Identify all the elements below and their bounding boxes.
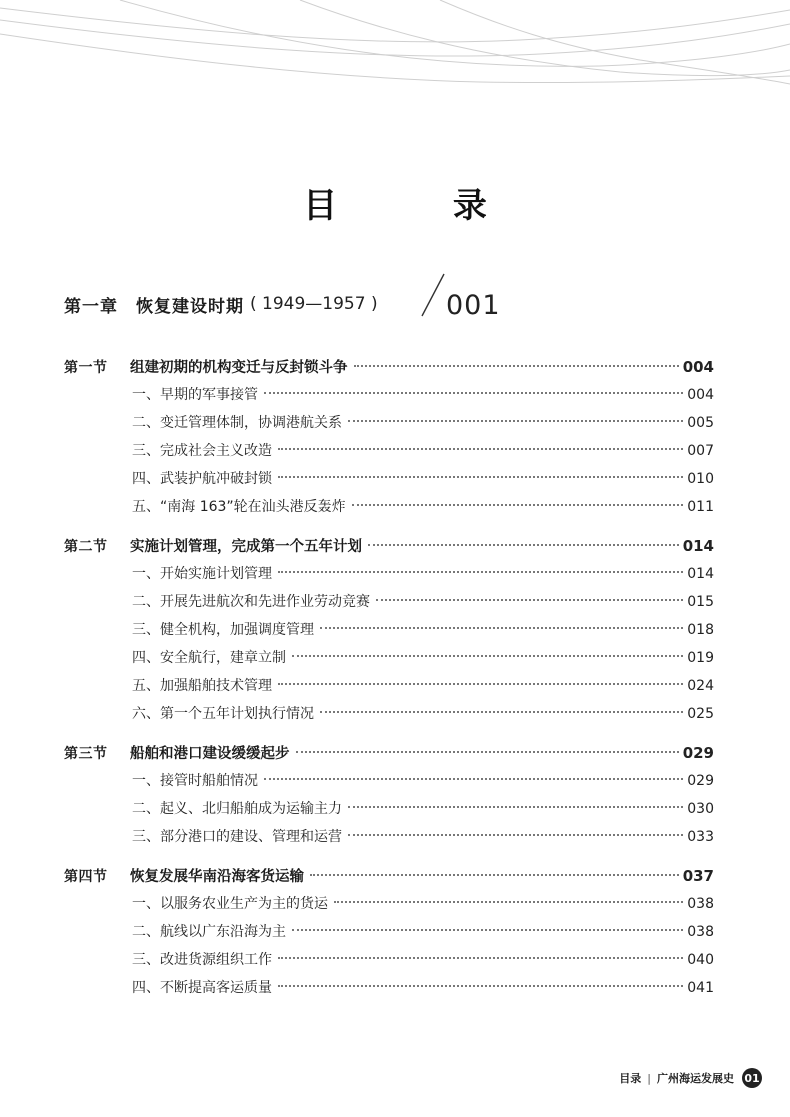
chapter-title: 恢复建设时期 (136, 296, 244, 317)
page-footer (619, 1068, 762, 1088)
dot-leader (292, 655, 683, 657)
dot-leader (278, 985, 683, 987)
section-page-number: 014 (682, 537, 714, 555)
toc-subsection-entry[interactable] (64, 700, 714, 728)
subsection-title: 六、第一个五年计划执行情况 (132, 706, 314, 722)
subsection-title: 四、武装护航冲破封锁 (132, 471, 272, 487)
toc-section (64, 353, 714, 521)
subsection-page-number: 025 (687, 706, 714, 722)
subsection-page-number: 029 (687, 773, 714, 789)
subsection-page-number: 041 (687, 980, 714, 996)
subsection-title: 五、加强船舶技术管理 (132, 678, 272, 694)
subsection-page-number: 018 (687, 622, 714, 638)
subsection-title: 一、以服务农业生产为主的货运 (132, 896, 328, 912)
footer-section: 目录 (619, 1072, 642, 1085)
subsection-title: 一、早期的军事接管 (132, 387, 258, 403)
subsection-title: 三、部分港口的建设、管理和运营 (132, 829, 342, 845)
dot-leader (348, 806, 683, 808)
subsection-page-number: 005 (687, 415, 714, 431)
section-page-number: 004 (682, 358, 714, 376)
toc-subsection-entry[interactable] (64, 946, 714, 974)
dot-leader (352, 504, 684, 506)
dot-leader (376, 599, 683, 601)
toc-subsection-entry[interactable] (64, 823, 714, 851)
section-title: 组建初期的机构变迁与反封锁斗争 (130, 360, 348, 376)
dot-leader (334, 901, 683, 903)
page-title: 目 录 (303, 186, 539, 226)
subsection-page-number: 019 (687, 650, 714, 666)
subsection-title: 三、改进货源组织工作 (132, 952, 272, 968)
toc-section-entry[interactable] (64, 532, 714, 560)
section-label: 第二节 (64, 539, 108, 555)
toc-subsection-entry[interactable] (64, 644, 714, 672)
dot-leader (296, 751, 679, 753)
dot-leader (320, 627, 683, 629)
dot-leader (278, 476, 683, 478)
section-page-number: 029 (682, 744, 714, 762)
subsection-title: 二、航线以广东沿海为主 (132, 924, 286, 940)
subsection-title: 一、接管时船舶情况 (132, 773, 258, 789)
decorative-wave-lines (0, 0, 790, 120)
subsection-title: 三、健全机构，加强调度管理 (132, 622, 314, 638)
dot-leader (264, 392, 683, 394)
subsection-page-number: 004 (687, 387, 714, 403)
dot-leader (320, 711, 683, 713)
section-label: 第一节 (64, 360, 108, 376)
section-title: 船舶和港口建设缓缓起步 (130, 746, 290, 762)
subsection-title: 三、完成社会主义改造 (132, 443, 272, 459)
chapter-page-number: 001 (446, 290, 501, 321)
toc-section-entry[interactable] (64, 353, 714, 381)
toc-subsection-entry[interactable] (64, 672, 714, 700)
footer-book-title: 广州海运发展史 (657, 1072, 734, 1085)
toc-subsection-entry[interactable] (64, 890, 714, 918)
toc-subsection-entry[interactable] (64, 560, 714, 588)
table-of-contents (64, 353, 714, 1002)
dot-leader (348, 834, 683, 836)
toc-subsection-entry[interactable] (64, 381, 714, 409)
toc-subsection-entry[interactable] (64, 767, 714, 795)
dot-leader (368, 544, 679, 546)
subsection-page-number: 038 (687, 924, 714, 940)
dot-leader (278, 683, 683, 685)
subsection-page-number: 033 (687, 829, 714, 845)
section-page-number: 037 (682, 867, 714, 885)
subsection-page-number: 015 (687, 594, 714, 610)
subsection-title: 二、开展先进航次和先进作业劳动竞赛 (132, 594, 370, 610)
section-title: 实施计划管理，完成第一个五年计划 (130, 539, 362, 555)
subsection-title: 一、开始实施计划管理 (132, 566, 272, 582)
toc-subsection-entry[interactable] (64, 493, 714, 521)
dot-leader (348, 420, 683, 422)
subsection-page-number: 024 (687, 678, 714, 694)
toc-subsection-entry[interactable] (64, 465, 714, 493)
subsection-title: 四、安全航行，建章立制 (132, 650, 286, 666)
section-title: 恢复发展华南沿海客货运输 (130, 869, 304, 885)
toc-section (64, 532, 714, 728)
toc-subsection-entry[interactable] (64, 588, 714, 616)
section-label: 第四节 (64, 869, 108, 885)
footer-separator: | (647, 1071, 651, 1085)
dot-leader (354, 365, 679, 367)
footer-page-number: 01 (742, 1068, 762, 1088)
dot-leader (264, 778, 683, 780)
dot-leader (278, 957, 683, 959)
subsection-title: 二、起义、北归船舶成为运输主力 (132, 801, 342, 817)
toc-subsection-entry[interactable] (64, 437, 714, 465)
subsection-page-number: 038 (687, 896, 714, 912)
toc-subsection-entry[interactable] (64, 616, 714, 644)
section-label: 第三节 (64, 746, 108, 762)
chapter-years: ( 1949—1957 ) (250, 294, 378, 314)
dot-leader (292, 929, 683, 931)
subsection-page-number: 010 (687, 471, 714, 487)
toc-subsection-entry[interactable] (64, 409, 714, 437)
dot-leader (310, 874, 679, 876)
slash-divider (420, 272, 446, 318)
subsection-title: 四、不断提高客运质量 (132, 980, 272, 996)
dot-leader (278, 448, 683, 450)
toc-section (64, 862, 714, 1002)
subsection-page-number: 040 (687, 952, 714, 968)
toc-subsection-entry[interactable] (64, 974, 714, 1002)
chapter-heading[interactable] (64, 284, 501, 324)
subsection-page-number: 007 (687, 443, 714, 459)
toc-subsection-entry[interactable] (64, 795, 714, 823)
subsection-page-number: 011 (687, 499, 714, 515)
dot-leader (278, 571, 683, 573)
toc-section (64, 739, 714, 851)
subsection-title: 二、变迁管理体制，协调港航关系 (132, 415, 342, 431)
subsection-page-number: 014 (687, 566, 714, 582)
toc-subsection-entry[interactable] (64, 918, 714, 946)
subsection-page-number: 030 (687, 801, 714, 817)
toc-section-entry[interactable] (64, 862, 714, 890)
chapter-label: 第一章 (64, 296, 118, 317)
toc-section-entry[interactable] (64, 739, 714, 767)
subsection-title: 五、“南海 163”轮在汕头港反轰炸 (132, 499, 346, 515)
